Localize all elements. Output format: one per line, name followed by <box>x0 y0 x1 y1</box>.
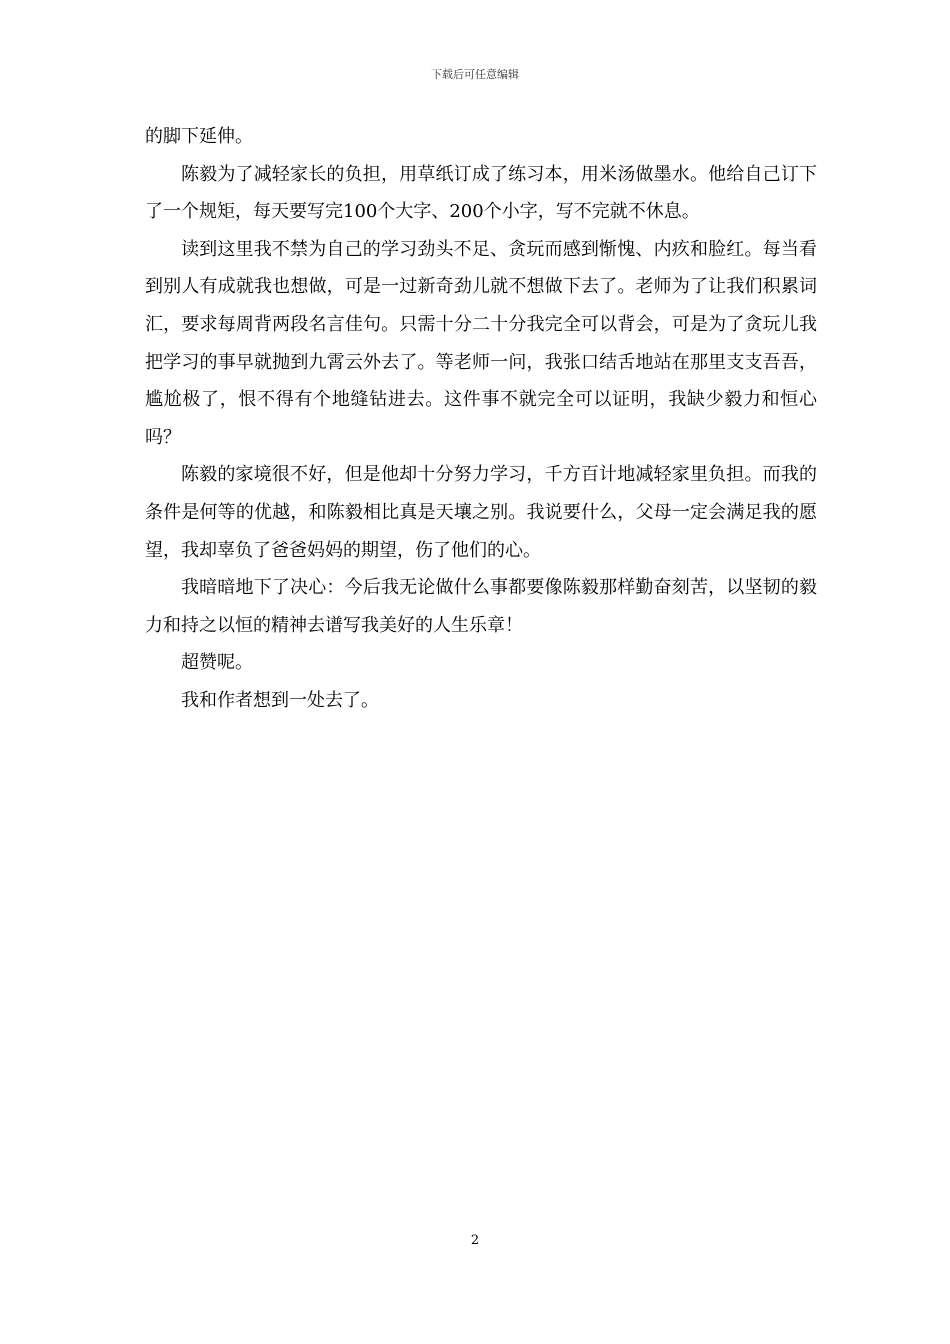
document-body <box>145 118 817 720</box>
page-header: 下载后可任意编辑 <box>431 68 519 81</box>
page-number: 2 <box>470 1233 480 1248</box>
paragraph-self-reflection: 读到这里我不禁为自己的学习劲头不足、贪玩而感到惭愧、内疚和脸红。每当看到别人有成就我也想做，可是一过新奇劲儿就不想做下去了。老师为了让我们积累词汇，要求每周背两段名言佳句。只需十分二十分我完全可以背会，可是为了贪玩儿我把学习的事早就抛到九霄云外去了。等老师一问，我张口结舌地站在那里支支吾吾，尴尬极了，恨不得有个地缝钻进去。这件事不就完全可以证明，我缺少毅力和恒心吗？ <box>145 238 817 448</box>
paragraph-comment-agree: 我和作者想到一处去了。 <box>181 689 379 711</box>
paragraph-comparison: 陈毅的家境很不好，但是他却十分努力学习，千方百计地减轻家里负担。而我的条件是何等的优越，和陈毅相比真是天壤之别。我说要什么，父母一定会满足我的愿望，我却辜负了爸爸妈妈的期望，伤了他们的心。 <box>145 464 817 561</box>
paragraph-chenyi-practice: 陈毅为了减轻家长的负担，用草纸订成了练习本，用米汤做墨水。他给自己订下了一个规矩，每天要写完100个大字、200个小字，写不完就不休息。 <box>145 163 817 223</box>
paragraph-comment-praise: 超赞呢。 <box>181 652 253 674</box>
paragraph-continuation: 的脚下延伸。 <box>145 126 253 147</box>
paragraph-resolution: 我暗暗地下了决心：今后我无论做什么事都要像陈毅那样勤奋刻苦，以坚韧的毅力和持之以恒的精神去谱写我美好的人生乐章！ <box>145 577 817 636</box>
